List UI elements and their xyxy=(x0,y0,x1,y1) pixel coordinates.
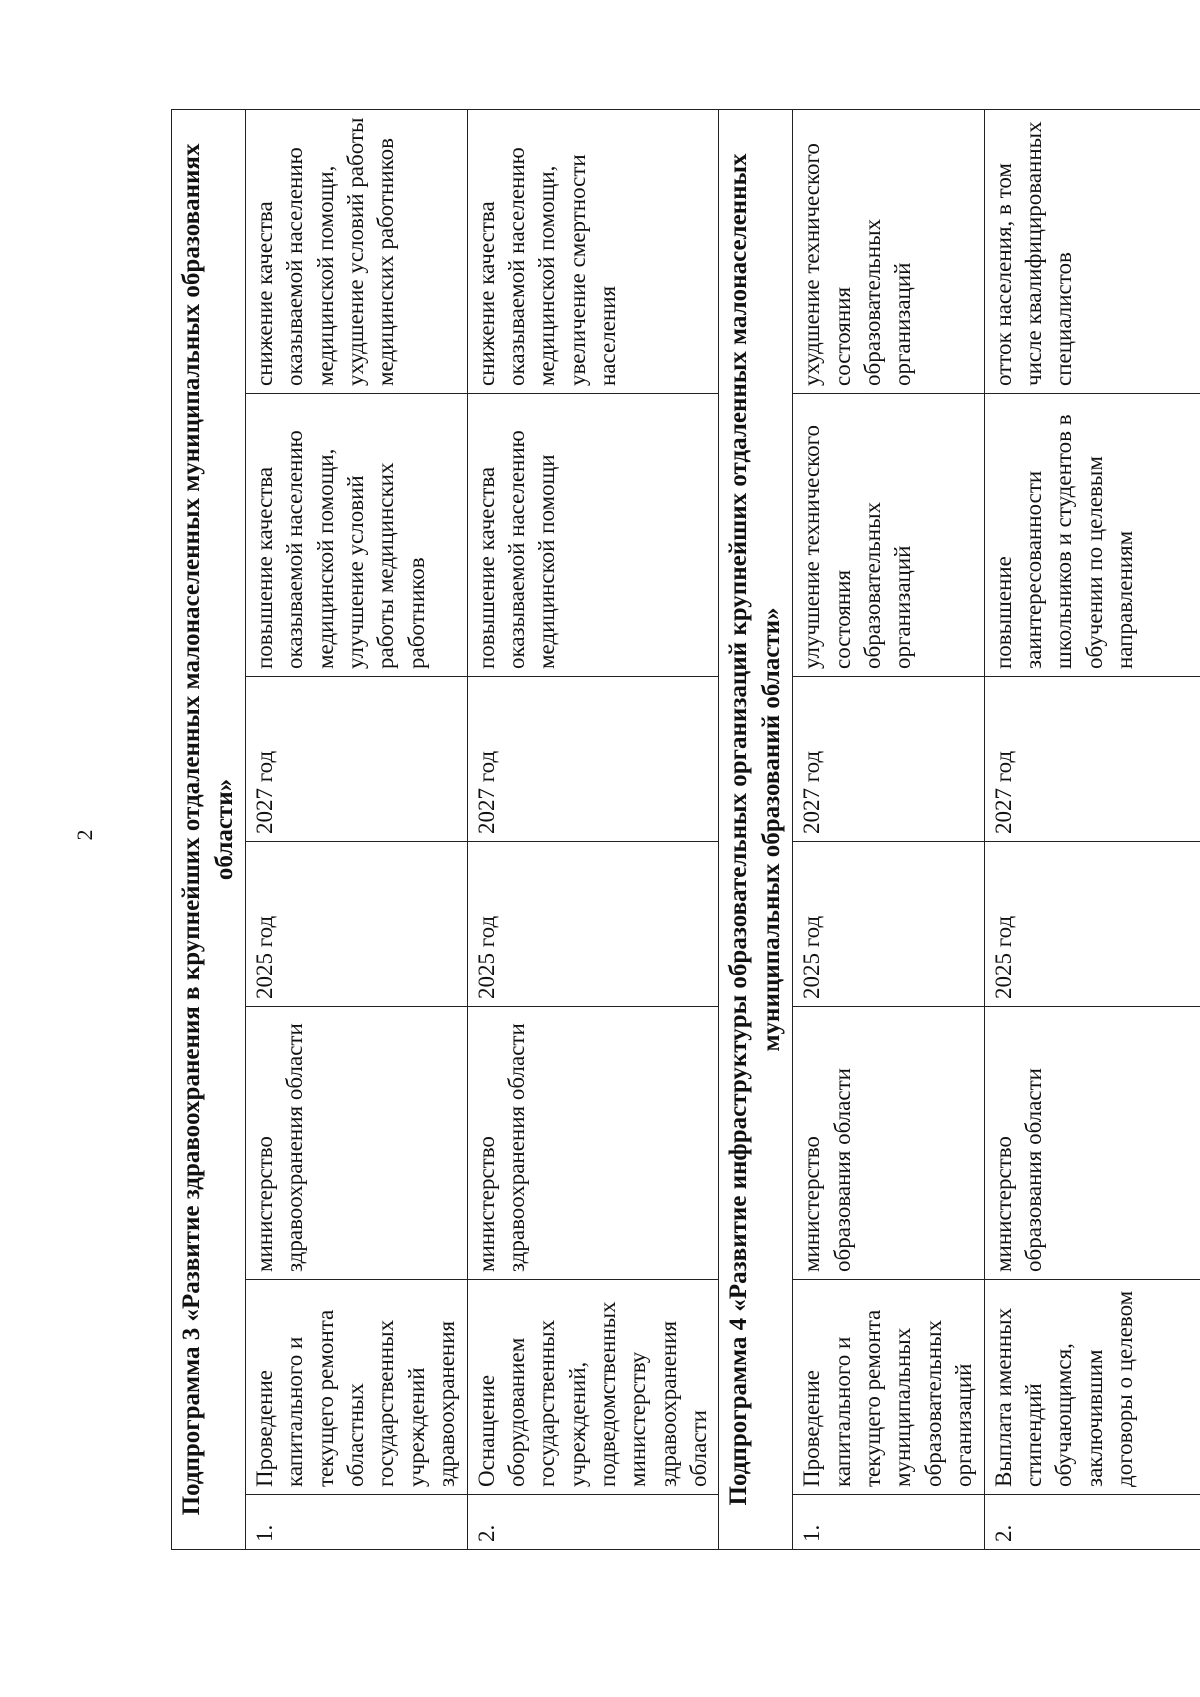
start-year-cell: 2025 год xyxy=(467,842,719,1007)
consequence-cell: снижение качества оказываемой населению медицинской помощи, ухудшение условий работы медицинских работников xyxy=(246,109,468,393)
expected-result-cell: повышение качества оказываемой населению медицинской помощи xyxy=(467,394,719,677)
activity-cell: Выплата именных стипендий обучающимся, заключившим договоры о целевом xyxy=(984,1280,1200,1495)
consequence-cell: снижение качества оказываемой населению медицинской помощи, увеличение смертности населения xyxy=(467,109,719,393)
executor-cell: министерство здравоохранения области xyxy=(246,1007,468,1280)
row-number: 1. xyxy=(793,1495,984,1550)
start-year-cell: 2025 год xyxy=(246,842,468,1007)
rotated-page-content xyxy=(171,110,1200,1550)
executor-cell: министерство образования области xyxy=(793,1007,984,1280)
row-number: 1. xyxy=(246,1495,468,1550)
end-year-cell: 2027 год xyxy=(246,677,468,842)
table-row xyxy=(467,109,719,1549)
consequence-cell: ухудшение технического состояния образовательных организаций xyxy=(793,109,984,393)
executor-cell: министерство здравоохранения области xyxy=(467,1007,719,1280)
activity-cell: Оснащение оборудованием государственных учреждений, подведомственных министерству здравоохранения области xyxy=(467,1280,719,1495)
page-number: 2 xyxy=(72,829,97,841)
consequence-cell: отток населения, в том числе квалифицированных специалистов xyxy=(984,109,1200,393)
subprograms-table xyxy=(171,109,1200,1550)
table-row xyxy=(793,109,984,1549)
table-row xyxy=(984,109,1200,1549)
expected-result-cell: повышение качества оказываемой населению медицинской помощи, улучшение условий работы медицинских работников xyxy=(246,394,468,677)
start-year-cell: 2025 год xyxy=(793,842,984,1007)
row-number: 2. xyxy=(467,1495,719,1550)
activity-cell: Проведение капитального и текущего ремонта муниципальных образовательных организаций xyxy=(793,1280,984,1495)
row-number: 2. xyxy=(984,1495,1200,1550)
executor-cell: министерство образования области xyxy=(984,1007,1200,1280)
expected-result-cell: улучшение технического состояния образовательных организаций xyxy=(793,394,984,677)
end-year-cell: 2027 год xyxy=(467,677,719,842)
table-row xyxy=(246,109,468,1549)
activity-cell: Проведение капитального и текущего ремонта областных государственных учреждений здравоохранения xyxy=(246,1280,468,1495)
start-year-cell: 2025 год xyxy=(984,842,1200,1007)
subprogram-4-title: Подпрограмма 4 «Развитие инфраструктуры образовательных организаций крупнейших отдаленных малонаселенных муниципальных образований области» xyxy=(719,109,793,1549)
end-year-cell: 2027 год xyxy=(793,677,984,842)
expected-result-cell: повышение заинтересованности школьников и студентов в обучении по целевым направлениям xyxy=(984,394,1200,677)
subprogram-3-title: Подпрограмма 3 «Развитие здравоохранения в крупнейших отдаленных малонаселенных муниципальных образованиях области» xyxy=(172,109,246,1549)
end-year-cell: 2027 год xyxy=(984,677,1200,842)
